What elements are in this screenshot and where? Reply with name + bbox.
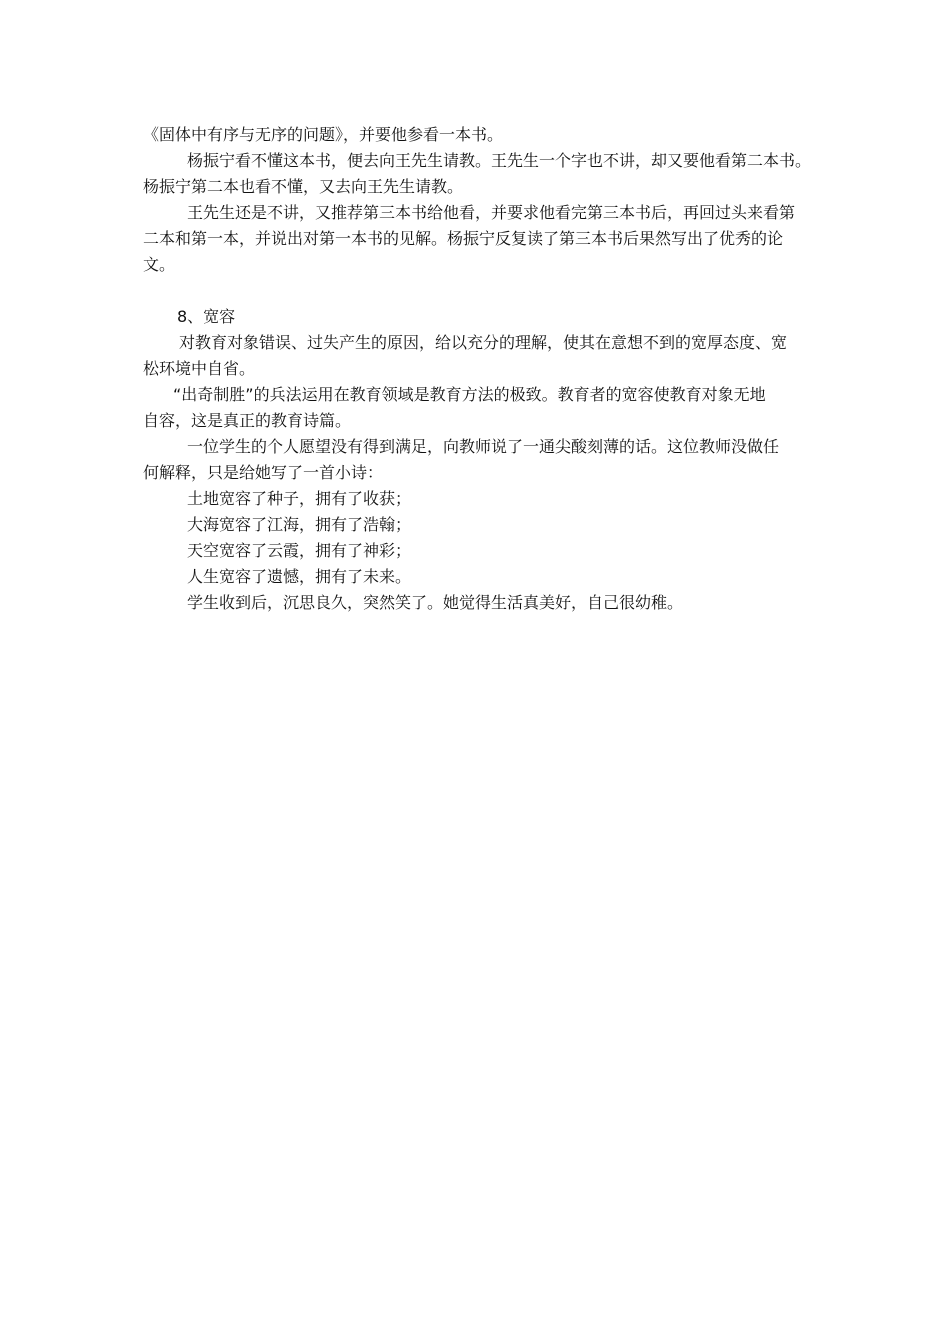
- paragraph-line: 二本和第一本，并说出对第一本书的见解。杨振宁反复读了第三本书后果然写出了优秀的论: [143, 229, 784, 248]
- paragraph-line: 王先生还是不讲，又推荐第三本书给他看，并要求他看完第三本书后，再回过头来看第: [187, 203, 796, 222]
- paragraph-line: 一位学生的个人愿望没有得到满足，向教师说了一通尖酸刻薄的话。这位教师没做任: [187, 437, 780, 456]
- paragraph-line: 杨振宁看不懂这本书，便去向王先生请教。王先生一个字也不讲，却又要他看第二本书。: [187, 151, 812, 170]
- blank-line: [143, 278, 813, 304]
- poem-line: 大海宽容了江海，拥有了浩翰；: [187, 515, 412, 534]
- paragraph-line: 自容，这是真正的教育诗篇。: [143, 411, 352, 430]
- poem-line: 土地宽容了种子，拥有了收获；: [187, 489, 412, 508]
- paragraph-line: 学生收到后，沉思良久，突然笑了。她觉得生活真美好，自己很幼稚。: [187, 593, 684, 612]
- paragraph-line: 杨振宁第二本也看不懂，又去向王先生请教。: [143, 177, 464, 196]
- paragraph-line: 《固体中有序与无序的问题》，并要他参看一本书。: [143, 125, 504, 144]
- paragraph-line: 松环境中自省。: [143, 359, 256, 378]
- paragraph-line: 文。: [143, 255, 176, 274]
- poem-line: 天空宽容了云霞，拥有了神彩；: [187, 541, 412, 560]
- paragraph-line: 对教育对象错误、过失产生的原因，给以充分的理解，使其在意想不到的宽厚态度、宽: [179, 333, 788, 352]
- paragraph-line: “出奇制胜”的兵法运用在教育领域是教育方法的极致。教育者的宽容使教育对象无地: [173, 385, 766, 404]
- body-text: [143, 122, 813, 616]
- paragraph-line: 何解释，只是给她写了一首小诗：: [143, 463, 384, 482]
- poem-line: 人生宽容了遗憾，拥有了未来。: [187, 567, 412, 586]
- section-heading: 8、宽容: [177, 307, 236, 326]
